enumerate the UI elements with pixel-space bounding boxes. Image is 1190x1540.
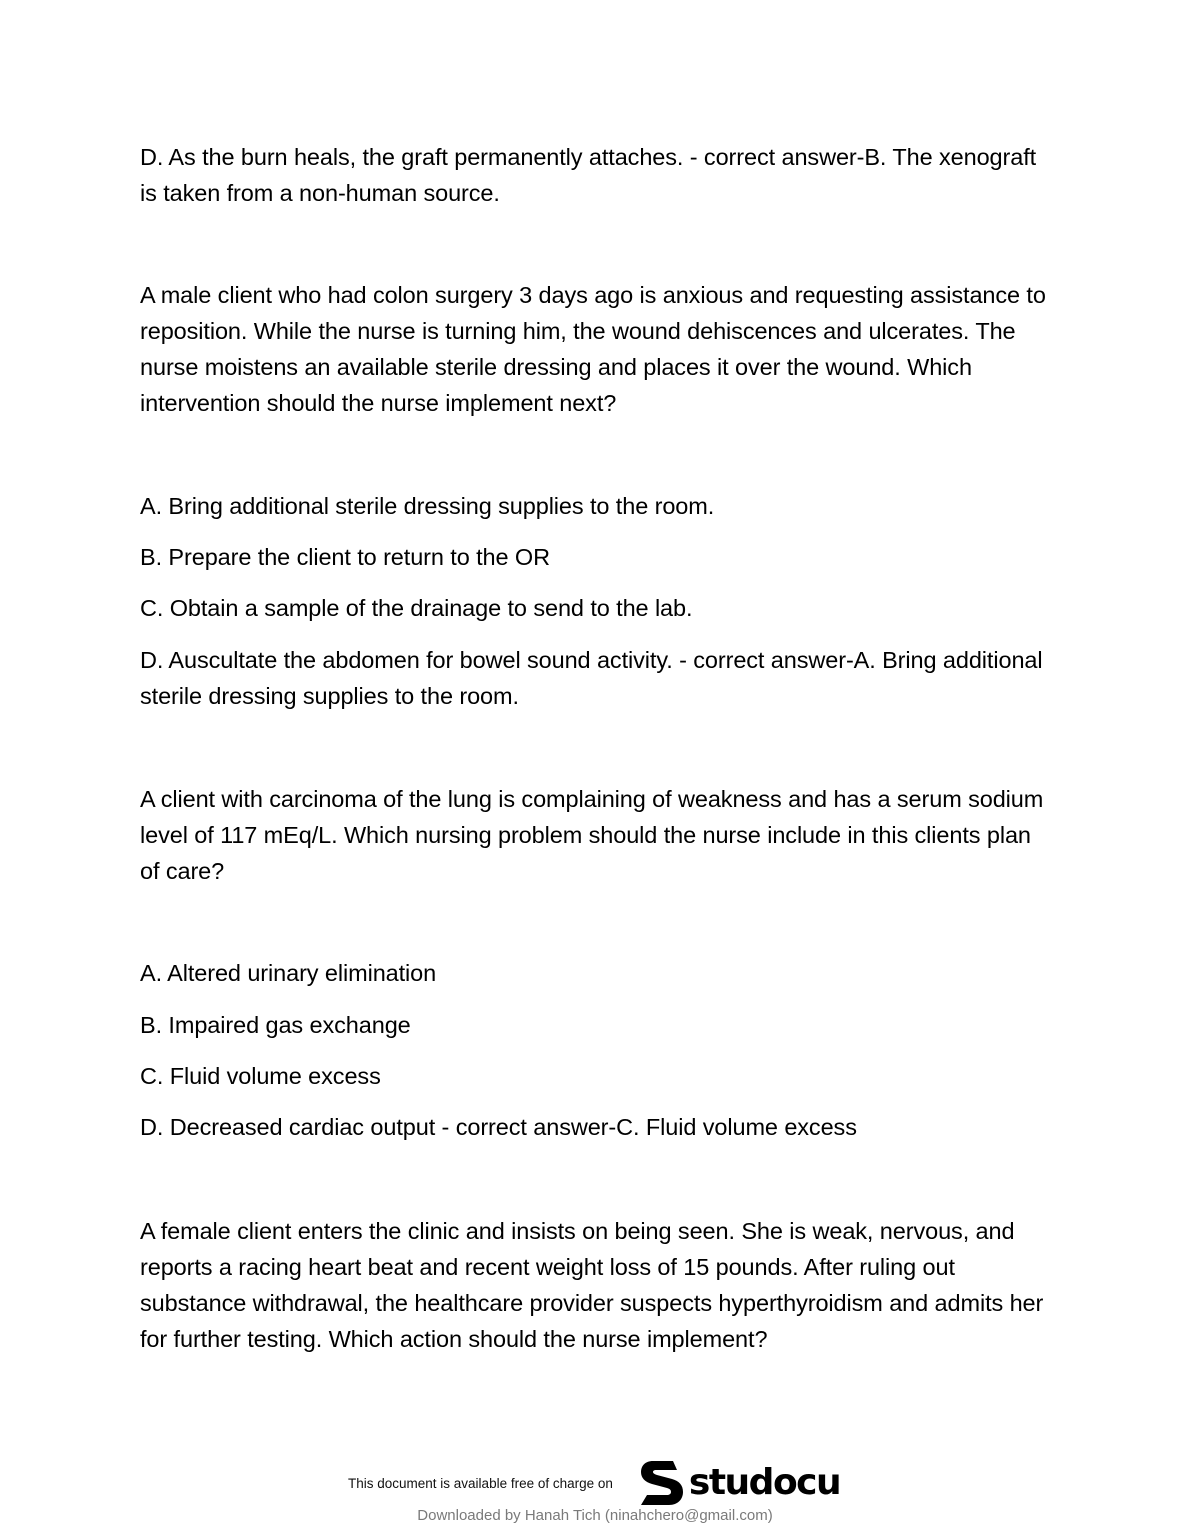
studocu-logo[interactable] <box>639 1459 840 1507</box>
option-a: A. Bring additional sterile dressing supplies to the room. <box>140 493 715 519</box>
question-paragraph: A male client who had colon surgery 3 days ago is anxious and requesting assistance to reposition. While the nurse is turning him, the wound dehiscences and ulcerates. The nurse moistens an available sterile dressing and places it over the wound. Which intervention should the nurse implement next? <box>140 282 1046 416</box>
question-paragraph: A female client enters the clinic and insists on being seen. She is weak, nervous, and reports a racing heart beat and recent weight loss of 15 pounds. After ruling out substance withdrawal, the healthcare provider suspects hyperthyroidism and admits her for further testing. Which action should the nurse implement? <box>140 1218 1044 1352</box>
studocu-wordmark: studocu <box>688 1462 841 1503</box>
option-a: A. Altered urinary elimination <box>140 960 437 986</box>
option-c: C. Obtain a sample of the drainage to send to the lab. <box>140 595 693 621</box>
option-d-answer: D. Decreased cardiac output - correct answer-C. Fluid volume excess <box>140 1114 857 1140</box>
option-d-answer: D. Auscultate the abdomen for bowel sound activity. - correct answer-A. Bring additional sterile dressing supplies to the room. <box>140 647 1043 709</box>
downloaded-by-text: Downloaded by Hanah Tich (ninahchero@gmail.com) <box>417 1507 773 1524</box>
studocu-logo-icon <box>639 1459 685 1507</box>
option-c: C. Fluid volume excess <box>140 1063 381 1089</box>
availability-banner <box>348 1458 840 1508</box>
option-b: B. Prepare the client to return to the OR <box>140 544 550 570</box>
question-paragraph: A client with carcinoma of the lung is complaining of weakness and has a serum sodium level of 117 mEq/L. Which nursing problem should the nurse include in this clients plan of care? <box>140 786 1044 884</box>
option-b: B. Impaired gas exchange <box>140 1012 411 1038</box>
answer-paragraph: D. As the burn heals, the graft permanently attaches. - correct answer-B. The xenograft is taken from a non-human source. <box>140 144 1037 206</box>
availability-text: This document is available free of charge on <box>348 1475 613 1491</box>
